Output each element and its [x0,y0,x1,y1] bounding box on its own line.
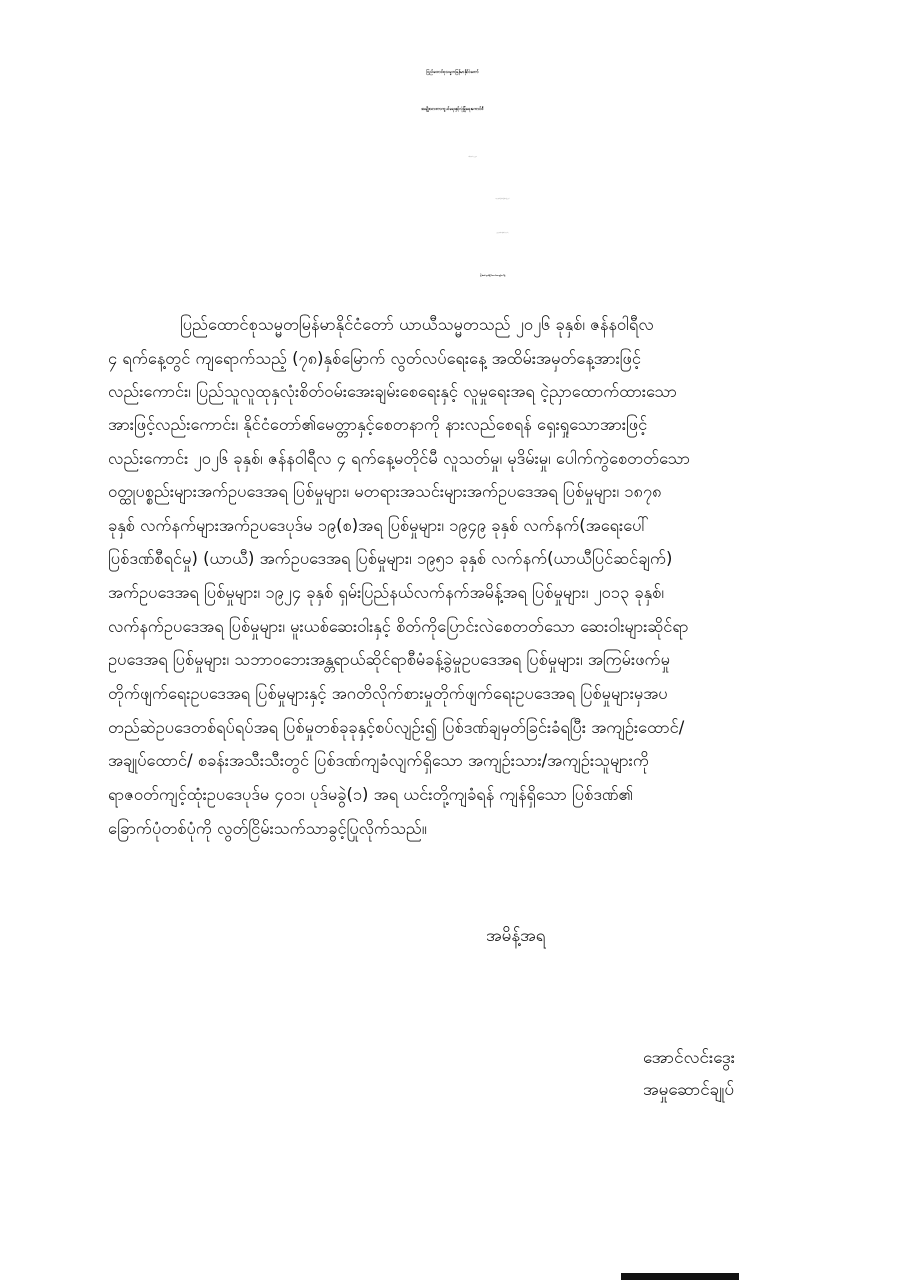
body-line: ရာဇဝတ်ကျင့်ထုံးဥပဒေပုဒ်မ ၄၀၁၊ ပုဒ်မခွဲ(၁) အရ ယင်းတို့ကျခံရန် ကျန်ရှိသော ပြစ်ဒဏ်၏ [108,785,633,804]
body-line: ပြစ်ဒဏ်စီရင်မှု) (ယာယီ) အက်ဥပဒေအရ ပြစ်မှုများ၊ ၁၉၅၁ ခုနှစ် လက်နက်(ယာယီပြင်ဆင်ချက်) [108,549,673,568]
signatory-title: အမှုဆောင်ချုပ် [643,1080,735,1100]
body-line: တိုက်ဖျက်ရေးဥပဒေအရ ပြစ်မှုများနှင့် အဂတိလိုက်စားမှုတိုက်ဖျက်ရေးဥပဒေအရ ပြစ်မှုများမှအပ [108,684,668,703]
header-line-1: ပြည်ထောင်စုသမ္မတမြန်မာနိုင်ငံတော် [426,69,479,74]
body-line: အက်ဥပဒေအရ ပြစ်မှုများ၊ ၁၉၂၄ ခုနှစ် ရှမ်းပြည်နယ်လက်နက်အမိန့်အရ ပြစ်မှုများ၊ ၂၀၁၃ ခုနှစ်၊ [108,583,664,602]
header-line-2: အမျိုးသားကာကွယ်ရေးနှင့်လုံခြုံရေးကောင်စီ [421,106,484,111]
bottom-edge-bar [621,1273,739,1280]
body-line: ၄ ရက်နေ့တွင် ကျရောက်သည့် (၇၈)နှစ်မြောက် လွတ်လပ်ရေးနေ့ အထိမ်းအမှတ်နေ့အားဖြင့် [108,349,641,368]
body-line: လည်းကောင်း၊ ပြည်သူလူထုနှလုံးစိတ်ဝမ်းအေးချမ်းစေရေးနှင့် လူမှုရေးအရ ငဲ့ညှာထောက်ထားသော [108,382,677,401]
body-line: လက်နက်ဥပဒေအရ ပြစ်မှုများ၊ မူးယစ်ဆေးဝါးနှင့် စိတ်ကိုပြောင်းလဲစေတတ်သော ဆေးဝါးများဆိုင်ရာ [108,617,689,636]
date-gregorian: (၂၀၂၆ ခုနှစ်၊ ဇန်နဝါရီလ ၄ ရက်) [496,233,509,234]
date-myanmar: ၁၃၈၇ ခုနှစ်၊ ပြာသိုလပြည့်ကျော် ၂ ရက် [495,199,510,200]
body-line: ပြည်ထောင်စုသမ္မတမြန်မာနိုင်ငံတော် ယာယီသမ္မတသည် ၂၀၂၆ ခုနှစ်၊ ဇန်နဝါရီလ [180,315,654,334]
body-line: ဝတ္ထုပစ္စည်းများအက်ဥပဒေအရ ပြစ်မှုများ၊ မတရားအသင်းများအက်ဥပဒေအရ ပြစ်မှုများ၊ ၁၈၇၈ [108,482,662,501]
body-line: ခြောက်ပုံတစ်ပုံကို လွတ်ငြိမ်းသက်သာခွင့်ပြုလိုက်သည်။ [108,819,427,838]
body-line: အားဖြင့်လည်းကောင်း၊ နိုင်ငံတော်၏မေတ္တာနှင့်စေတနာကို နားလည်စေရန် ရှေးရှုသောအားဖြင့် [108,415,648,434]
subject-title: ပြစ်ဒဏ်လွတ်ငြိမ်းသက်သာခွင့်အမိန့် [479,275,506,277]
order-number: အမိန့်အမှတ် ၁ / ၂၀၂၆ [468,157,477,158]
by-order-label: အမိန့်အရ [486,926,546,946]
body-line: လည်းကောင်း ၂၀၂၆ ခုနှစ်၊ ဇန်နဝါရီလ ၄ ရက်နေ့မတိုင်မီ လူသတ်မှု၊ မုဒိမ်းမှု၊ ပေါက်ကွဲစေတတ်သော [108,449,690,468]
signatory-name: အောင်လင်းဒွေး [643,1048,736,1068]
body-line: ခုနှစ် လက်နက်များအက်ဥပဒေပုဒ်မ ၁၉(စ)အရ ပြစ်မှုများ၊ ၁၉၄၉ ခုနှစ် လက်နက်(အရေးပေါ် [108,516,649,535]
body-line: အချုပ်ထောင်/ စခန်းအသီးသီးတွင် ပြစ်ဒဏ်ကျခံလျက်ရှိသော အကျဉ်းသား/အကျဉ်းသူများကို [108,751,649,770]
body-line: ဥပဒေအရ ပြစ်မှုများ၊ သဘာဝဘေးအန္တရာယ်ဆိုင်ရာစီမံခန့်ခွဲမှုဥပဒေအရ ပြစ်မှုများ၊ အကြမ်းဖက်မှု [108,650,670,669]
body-line: တည်ဆဲဥပဒေတစ်ရပ်ရပ်အရ ပြစ်မှုတစ်ခုခုနှင့်စပ်လျဉ်း၍ ပြစ်ဒဏ်ချမှတ်ခြင်းခံရပြီး အကျဉ်းထောင်/ [108,718,685,737]
